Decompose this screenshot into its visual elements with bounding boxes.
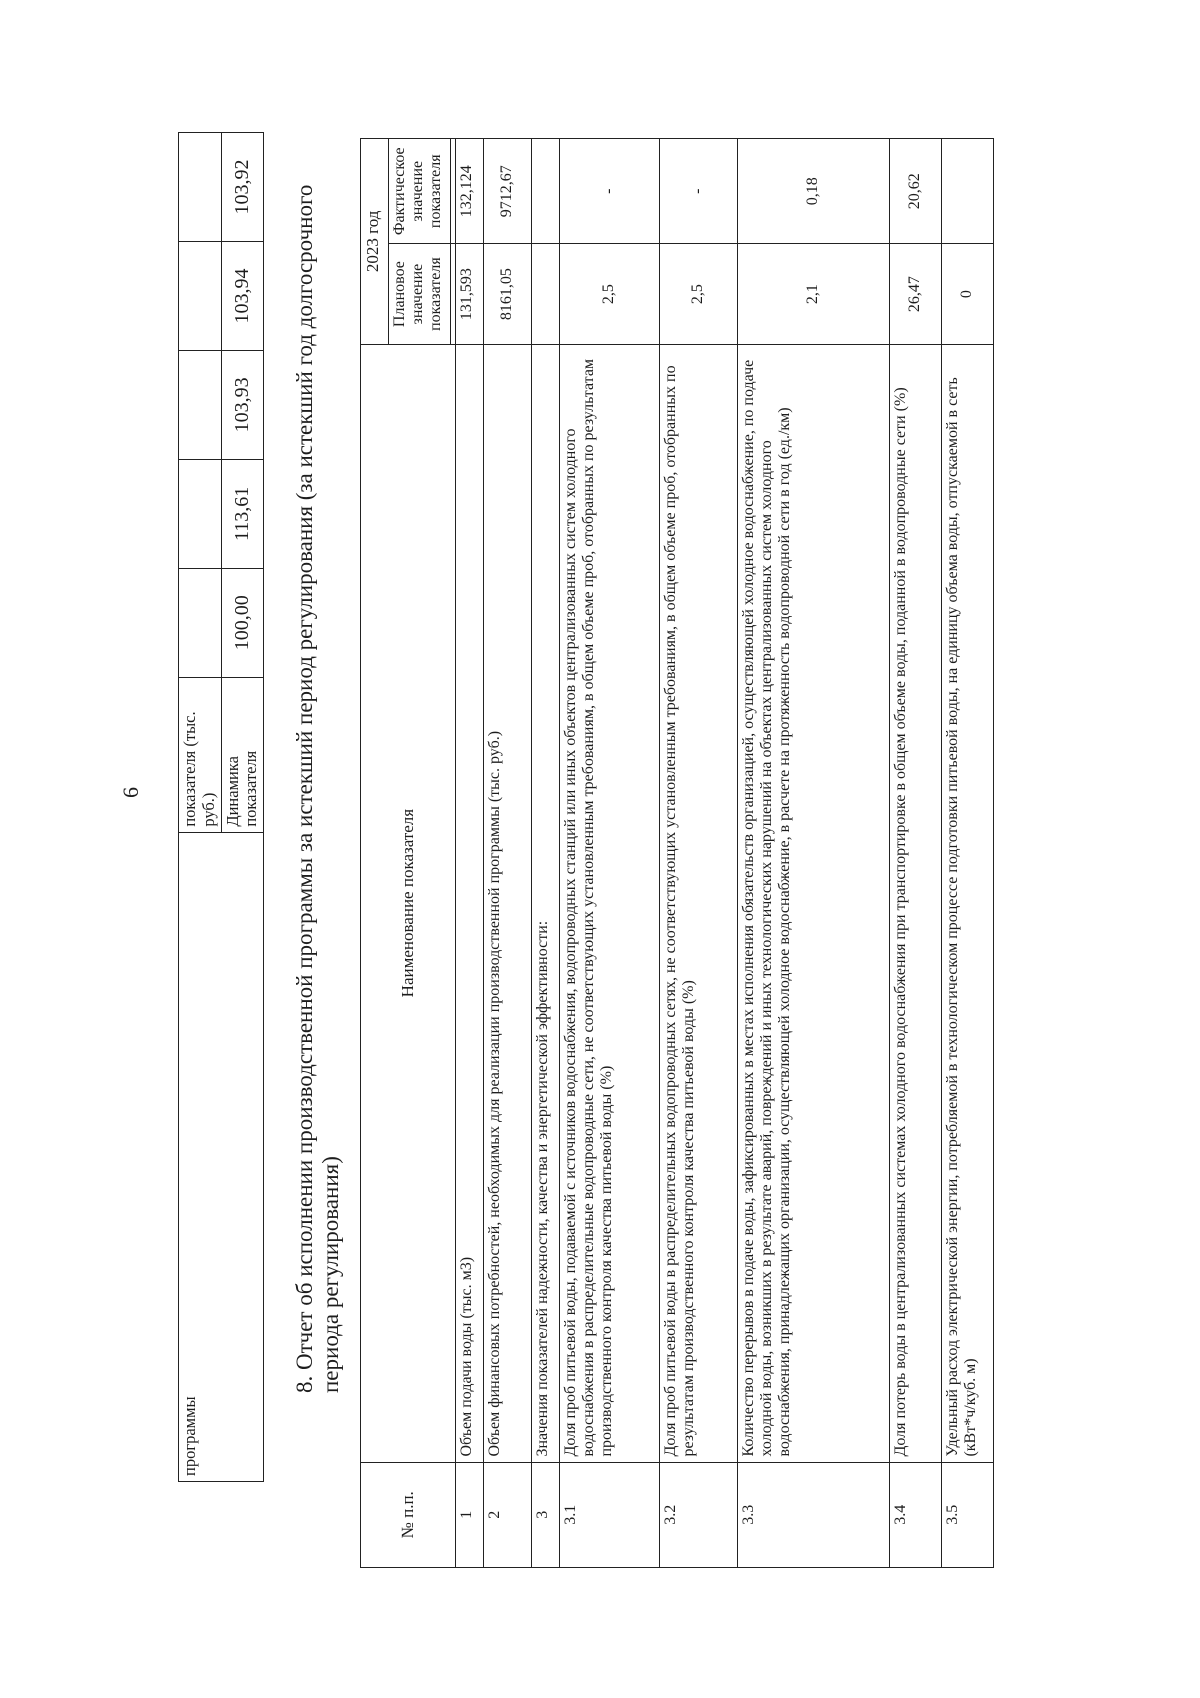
- row-plan: 131,593: [456, 244, 484, 344]
- row-fact: 0,18: [738, 139, 890, 244]
- row-num: 3.2: [660, 1462, 738, 1567]
- header-name: Наименование показателя: [361, 344, 456, 1462]
- table-row: [484, 139, 532, 1568]
- row-num: 3.5: [942, 1462, 994, 1567]
- report-table: [360, 138, 994, 1568]
- row-name: Доля проб питьевой воды в распределительных водопроводных сетях, не соответствующих установленным требованиям, в общем объеме проб, отобранных по результатам производственного контроля качества питьевой воды (%): [660, 344, 738, 1462]
- table-row: [890, 139, 942, 1568]
- dynamics-value: 100,00: [221, 568, 264, 677]
- row-plan: 0: [942, 244, 994, 344]
- table-row: [560, 139, 660, 1568]
- row-plan: [532, 244, 560, 344]
- table-row: [532, 139, 560, 1568]
- row-num: 2: [484, 1462, 532, 1567]
- row-num: 3.3: [738, 1462, 890, 1567]
- row-num: 3.1: [560, 1462, 660, 1567]
- indicator-sublabel: показателя (тыс. руб.): [179, 677, 222, 832]
- row-fact: 20,62: [890, 139, 942, 244]
- row-name: Значения показателей надежности, качества и энергетической эффективности:: [532, 344, 560, 1462]
- row-fact: 132,124: [456, 139, 484, 244]
- dynamics-value: 103,94: [221, 242, 264, 351]
- dynamics-value: 103,93: [221, 350, 264, 459]
- page-number: 6: [118, 787, 143, 798]
- table-row: [660, 139, 738, 1568]
- row-plan: 2,1: [738, 244, 890, 344]
- dynamics-value: 113,61: [221, 459, 264, 568]
- row-name: Доля проб питьевой воды, подаваемой с источников водоснабжения, водопроводных станций или иных объектов централизованных систем холодного водоснабжения в распределительные водопроводные сети, не соответствующих установленным требованиям, в общем объеме проб, отобранных по результатам производственного контроля качества питьевой воды (%): [560, 344, 660, 1462]
- dynamics-value: 103,92: [221, 133, 264, 242]
- table-row: [738, 139, 890, 1568]
- section-heading: [292, 153, 344, 1393]
- row-fact: 9712,67: [484, 139, 532, 244]
- header-num: № п.п.: [361, 1462, 456, 1567]
- row-name: Объем финансовых потребностей, необходимых для реализации производственной программы (тыс. руб.): [484, 344, 532, 1462]
- row-plan: 2,5: [660, 244, 738, 344]
- row-fact: [532, 139, 560, 244]
- header-fact: Фактическое значение показателя: [389, 139, 451, 244]
- row-name: Доля потерь воды в централизованных системах холодного водоснабжения при транспортировке в общем объеме воды, поданной в водопроводные сети (%): [890, 344, 942, 1462]
- row-name: Количество перерывов в подаче воды, зафиксированных в местах исполнения обязательств организацией, осуществляющей холодное водоснабжение, по подаче холодной воды, возникших в результате аварий, повреждений и иных технологических нарушений на объектах централизованных систем холодного водоснабжения, принадлежащих организации, осуществляющей холодное водоснабжение, в расчете на протяженность водопроводной сети в год (ед./км): [738, 344, 890, 1462]
- row-plan: 8161,05: [484, 244, 532, 344]
- section-number: 8.: [292, 1375, 317, 1393]
- row-num: 3.4: [890, 1462, 942, 1567]
- row-plan: 2,5: [560, 244, 660, 344]
- row-fact: -: [660, 139, 738, 244]
- row-fact: [942, 139, 994, 244]
- table-row: [456, 139, 484, 1568]
- dynamics-label: Динамика показателя: [221, 677, 264, 832]
- row-plan: 26,47: [890, 244, 942, 344]
- row-name: Удельный расход электрической энергии, потребляемой в технологическом процессе подготовки питьевой воды, на единицу объема воды, отпускаемой в сеть (кВт*ч/куб. м): [942, 344, 994, 1462]
- header-plan: Плановое значение показателя: [389, 244, 451, 344]
- program-dynamics-table: [178, 132, 264, 1482]
- header-year: 2023 год: [361, 139, 389, 345]
- row-name: Объем подачи воды (тыс. м3): [456, 344, 484, 1462]
- program-label: программы: [179, 832, 264, 1481]
- table-row: [942, 139, 994, 1568]
- row-num: 1: [456, 1462, 484, 1567]
- row-num: 3: [532, 1462, 560, 1567]
- row-fact: -: [560, 139, 660, 244]
- section-title: Отчет об исполнении производственной программы за истекший период регулирования (за истекший год долгосрочного периода регулирования): [292, 184, 343, 1393]
